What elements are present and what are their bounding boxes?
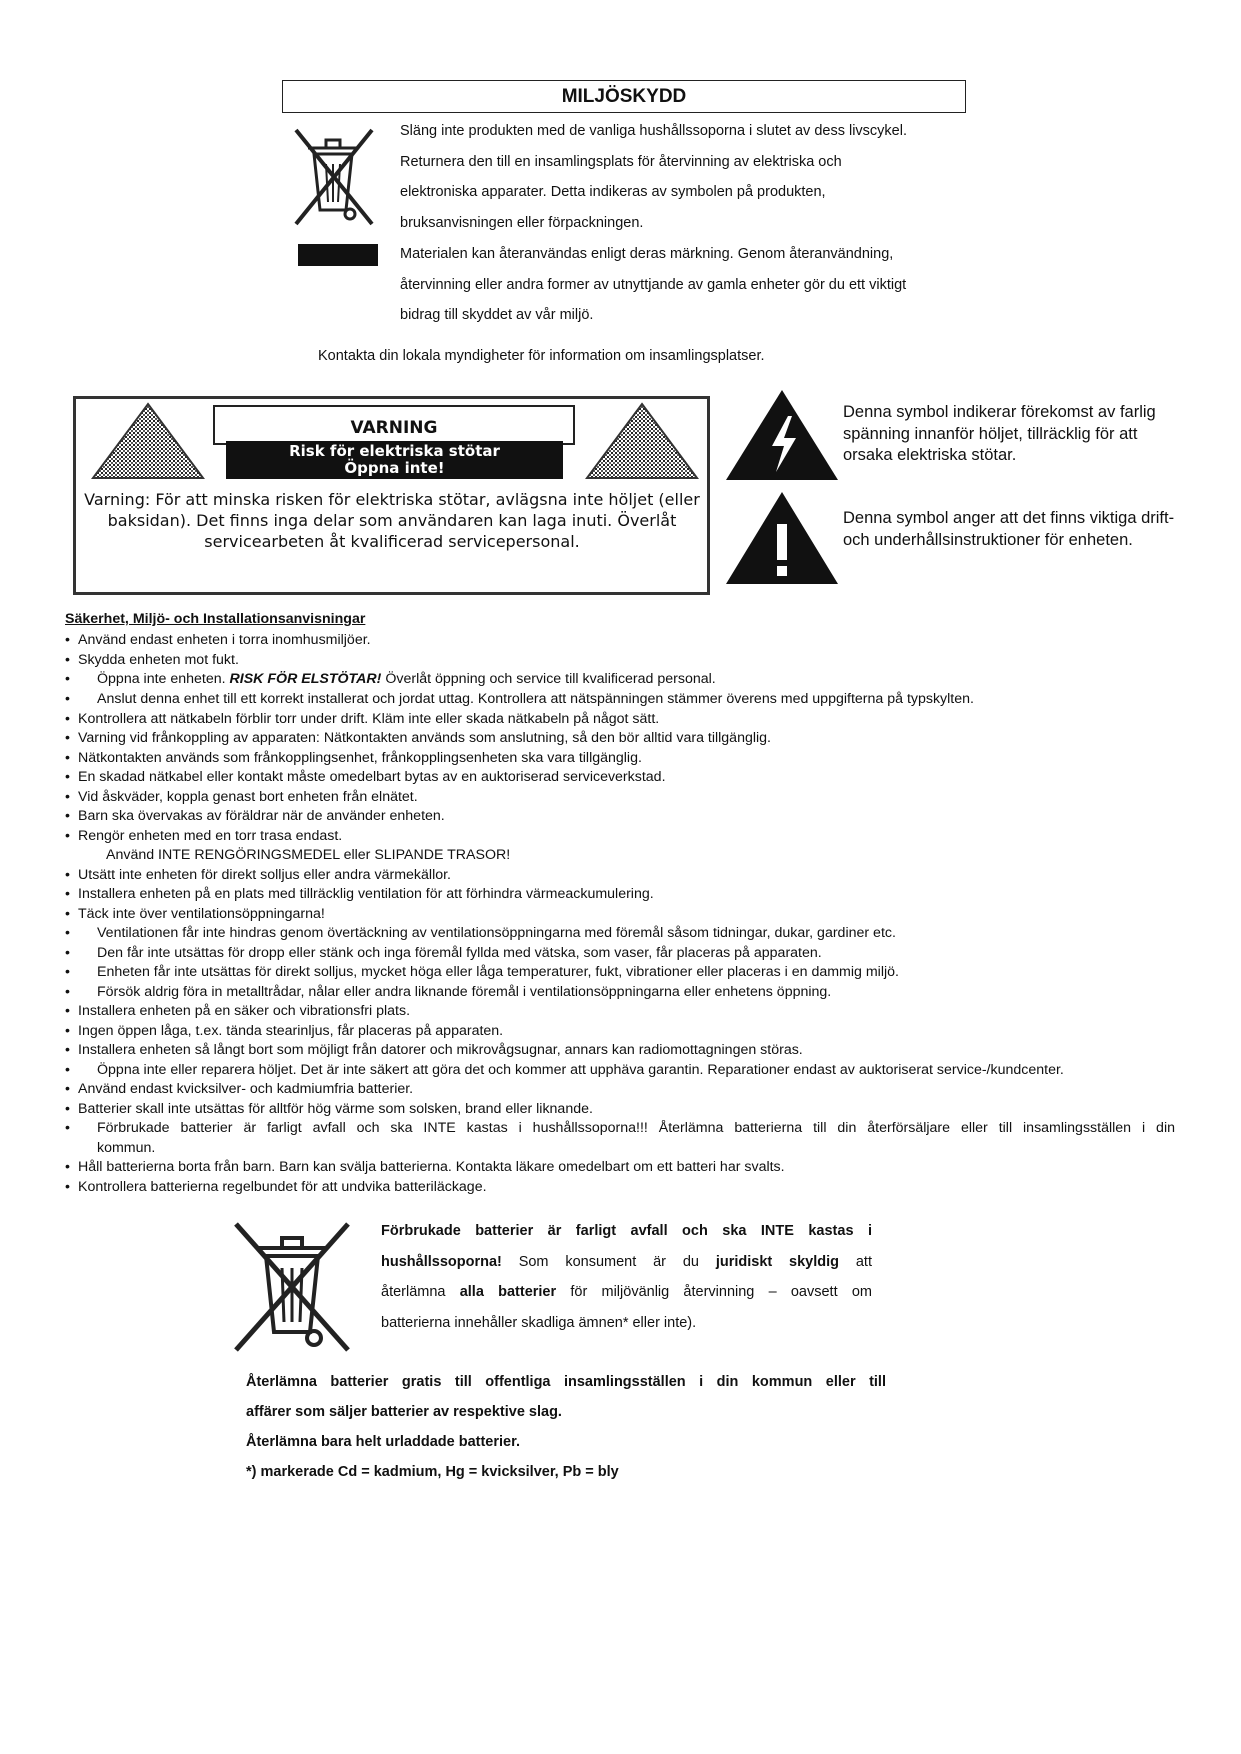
safety-heading: Säkerhet, Miljö- och Installationsanvisningar — [65, 611, 366, 627]
warning-risk-line: Risk för elektriska stötar — [289, 442, 500, 460]
warning-title: VARNING — [213, 405, 575, 445]
voltage-symbol-description: Denna symbol indikerar förekomst av farlig spänning innanför höljet, tillräcklig för att orsaka elektriska stötar. — [843, 403, 1156, 464]
risk-emphasis: RISK FÖR ELSTÖTAR! — [229, 671, 382, 687]
battery-line: Förbrukade batterier är farligt avfall och ska INTE kastas i — [381, 1223, 872, 1239]
environment-line: bidrag till skyddet av vår miljö. — [400, 307, 594, 324]
footnote: *) markerade Cd = kadmium, Hg = kvicksilver, Pb = bly — [246, 1464, 619, 1480]
warning-triangle-icon — [89, 400, 207, 482]
battery-return-text — [246, 1367, 886, 1487]
environment-text — [400, 116, 980, 331]
return-line: affärer som säljer batterier av respektive slag. — [246, 1404, 562, 1420]
environment-line: elektroniska apparater. Detta indikeras av symbolen på produkten, — [400, 184, 826, 201]
battery-disposal-text — [381, 1216, 872, 1338]
return-line: Återlämna batterier gratis till offentliga insamlingsställen i din kommun eller till — [246, 1374, 886, 1390]
warning-body: Varning: För att minska risken för elektriska stötar, avlägsna inte höljet (eller baksidan). Det finns inga delar som användaren kan laga inuti. Överlåt servicearbeten åt kvalificerad servicepersonal. — [84, 490, 700, 551]
instructions-symbol-description: Denna symbol anger att det finns viktiga drift- och underhållsinstruktioner för enheten. — [843, 509, 1175, 549]
return-line: Återlämna bara helt urladdade batterier. — [246, 1434, 520, 1450]
lightning-triangle-icon — [724, 388, 840, 482]
environment-line: återvinning eller andra former av utnyttjande av gamla enheter gör du ett viktigt — [400, 276, 907, 293]
battery-line: batterierna innehåller skadliga ämnen* eller inte). — [381, 1314, 697, 1331]
battery-line: återlämna alla batterier för miljövänlig återvinning – oavsett om — [381, 1284, 872, 1300]
crossed-bin-icon — [288, 124, 378, 230]
warning-triangle-icon — [583, 400, 701, 482]
warning-risk-line: Öppna inte! — [344, 459, 445, 477]
environment-line: Materialen kan återanvändas enligt deras märkning. Genom återanvändning, — [400, 245, 894, 262]
crossed-bin-icon — [228, 1216, 356, 1356]
battery-line: hushållssoporna! Som konsument är du juridiskt skyldig att — [381, 1253, 872, 1270]
environment-line: bruksanvisningen eller förpackningen. — [400, 215, 644, 232]
environment-title: MILJÖSKYDD — [282, 80, 966, 113]
environment-line: Släng inte produkten med de vanliga hushållssoporna i slutet av dess livscykel. — [400, 123, 907, 139]
weee-bar — [298, 244, 378, 266]
environment-contact: Kontakta din lokala myndigheter för information om insamlingsplatser. — [318, 348, 765, 364]
exclamation-triangle-icon — [724, 490, 840, 586]
warning-risk-label — [226, 441, 563, 479]
environment-line: Returnera den till en insamlingsplats för återvinning av elektriska och — [400, 153, 842, 170]
